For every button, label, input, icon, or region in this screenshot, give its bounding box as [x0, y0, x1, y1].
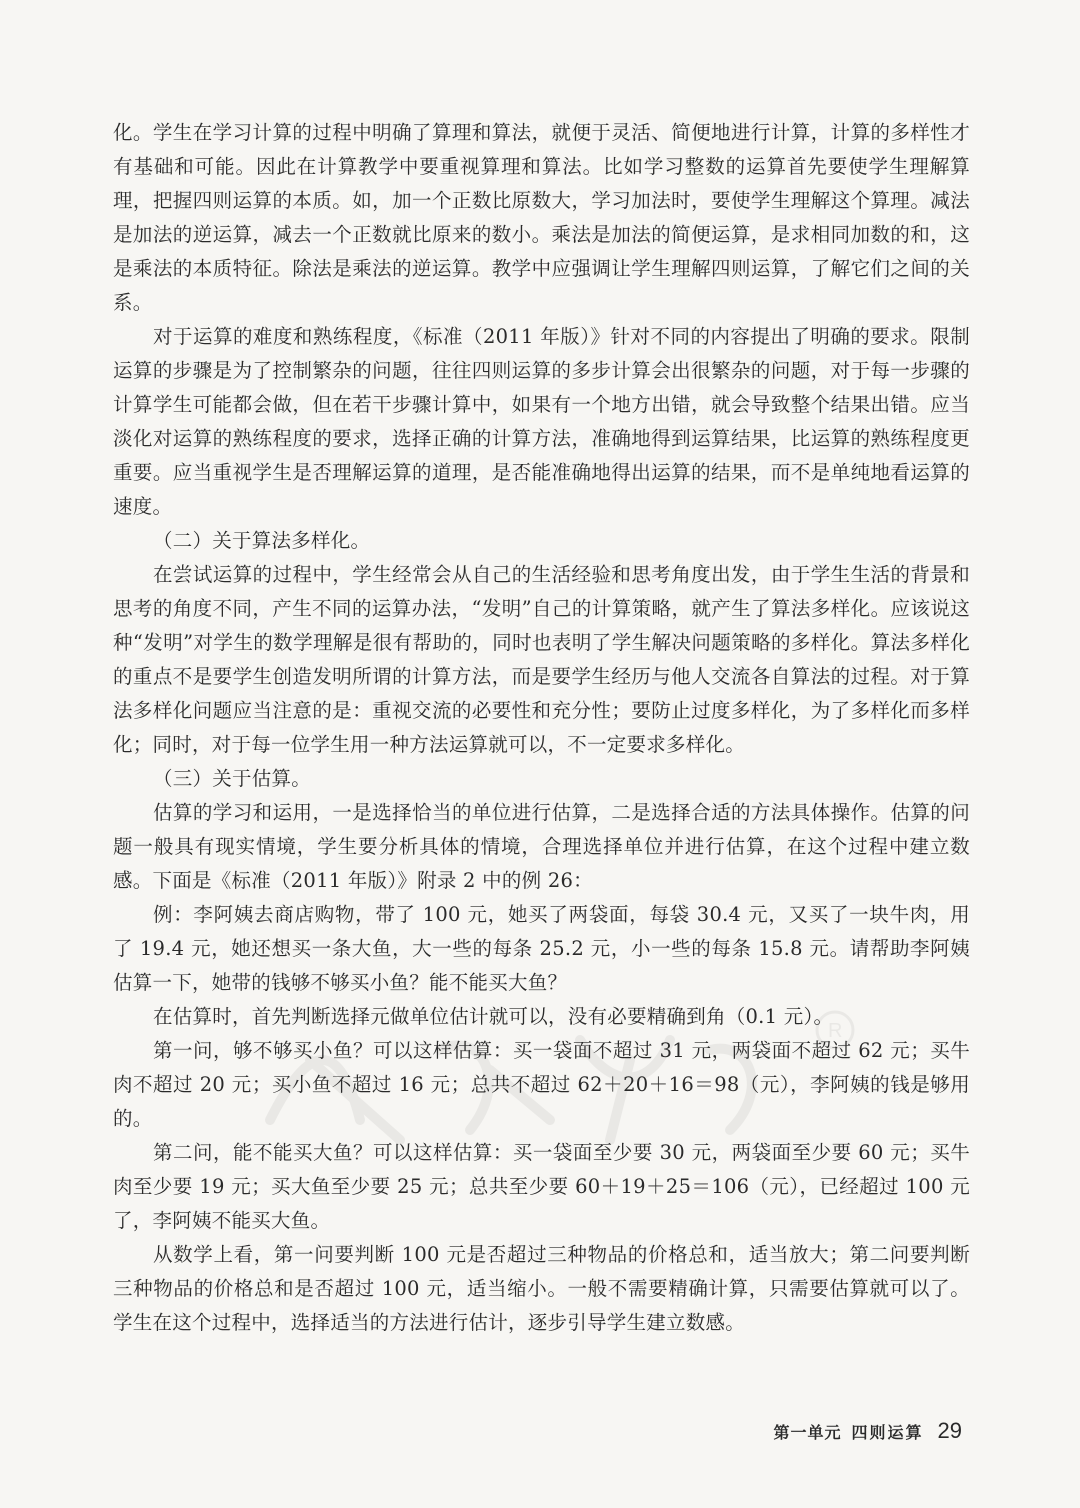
- paragraph-5: 在估算时，首先判断选择元做单位估计就可以，没有必要精确到角（0.1 元）。: [153, 1005, 834, 1028]
- example-paragraph: 例：李阿姨去商店购物，带了 100 元，她买了两袋面，每袋 30.4 元，又买了一块牛肉，用了 19.4 元，她还想买一条大鱼，大一些的每条 25.2 元，小一些的每条 15.8 元。请帮助李阿姨估算一下，她带的钱够不够买小鱼？能不能买大鱼？: [113, 903, 970, 994]
- conclusion-paragraph: 从数学上看，第一问要判断 100 元是否超过三种物品的价格总和，适当放大；第二问要判断三种物品的价格总和是否超过 100 元，适当缩小。一般不需要精确计算，只需要估算就可以了。学生在这个过程中，选择适当的方法进行估计，逐步引导学生建立数感。: [113, 1243, 970, 1334]
- page-number: 29: [937, 1418, 962, 1443]
- question-1-paragraph: 第一问，够不够买小鱼？可以这样估算：买一袋面不超过 31 元，两袋面不超过 62 元；买牛肉不超过 20 元；买小鱼不超过 16 元；总共不超过 62＋20＋16＝98（元），李阿姨的钱是够用的。: [113, 1039, 970, 1130]
- paragraph-2: 对于运算的难度和熟练程度，《标准（2011 年版）》针对不同的内容提出了明确的要求。限制运算的步骤是为了控制繁杂的问题，往往四则运算的多步计算会出很繁杂的问题，对于每一步骤的计算学生可能都会做，但在若干步骤计算中，如果有一个地方出错，就会导致整个结果出错。应当淡化对运算的熟练程度的要求，选择正确的计算方法，准确地得到运算结果，比运算的熟练程度更重要。应当重视学生是否理解运算的道理，是否能准确地得出运算的结果，而不是单纯地看运算的速度。: [113, 325, 970, 518]
- section-heading-2: （二）关于算法多样化。: [153, 529, 371, 552]
- paragraph-3: 在尝试运算的过程中，学生经常会从自己的生活经验和思考角度出发，由于学生生活的背景和思考的角度不同，产生不同的运算办法，“发明”自己的计算策略，就产生了算法多样化。应该说这种“发明”对学生的数学理解是很有帮助的，同时也表明了学生解决问题策略的多样化。算法多样化的重点不是要学生创造发明所谓的计算方法，而是要学生经历与他人交流各自算法的过程。对于算法多样化问题应当注意的是：重视交流的必要性和充分性；要防止过度多样化，为了多样化而多样化；同时，对于每一位学生用一种方法运算就可以，不一定要求多样化。: [113, 563, 970, 756]
- footer-chapter-label: 四则运算: [851, 1423, 924, 1442]
- paragraph-1: 化。学生在学习计算的过程中明确了算理和算法，就便于灵活、简便地进行计算，计算的多样性才有基础和可能。因此在计算教学中要重视算理和算法。比如学习整数的运算首先要使学生理解算理，把握四则运算的本质。如，加一个正数比原数大，学习加法时，要使学生理解这个算理。减法是加法的逆运算，减去一个正数就比原来的数小。乘法是加法的简便运算，是求相同加数的和，这是乘法的本质特征。除法是乘法的逆运算。教学中应强调让学生理解四则运算，了解它们之间的关系。: [113, 121, 970, 314]
- svg-text:R: R: [828, 1020, 843, 1042]
- paragraph-4: 估算的学习和运用，一是选择恰当的单位进行估算，二是选择合适的方法具体操作。估算的问题一般具有现实情境，学生要分析具体的情境，合理选择单位并进行估算，在这个过程中建立数感。下面是《标准（2011 年版）》附录 2 中的例 26：: [113, 801, 970, 892]
- question-2-paragraph: 第二问，能不能买大鱼？可以这样估算：买一袋面至少要 30 元，两袋面至少要 60 元；买牛肉至少要 19 元；买大鱼至少要 25 元；总共至少要 60＋19＋25＝106（元），已经超过 100 元了，李阿姨不能买大鱼。: [113, 1141, 970, 1232]
- page-body: [113, 116, 970, 1340]
- page-footer: [773, 1418, 962, 1444]
- section-heading-3: （三）关于估算。: [153, 767, 312, 790]
- footer-unit-label: 第一单元: [773, 1423, 842, 1442]
